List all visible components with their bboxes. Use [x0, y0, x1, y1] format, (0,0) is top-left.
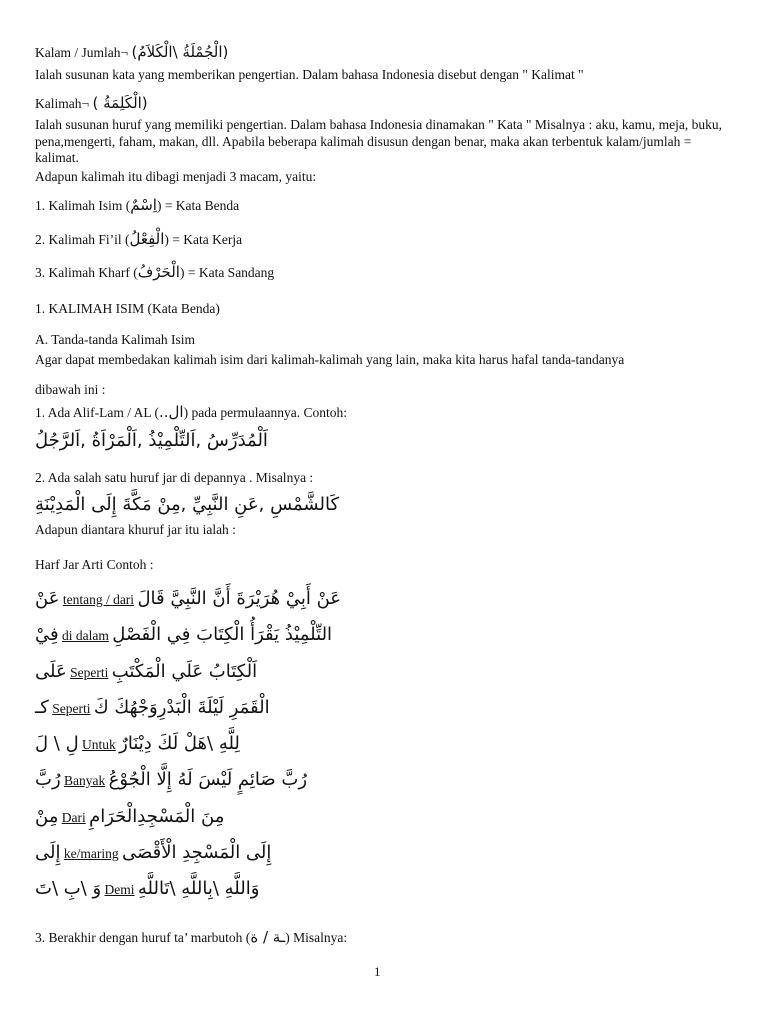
- jar-row: [35, 695, 270, 722]
- tanda-huruf-jar: 2. Ada salah satu huruf jar di depannya . Misalnya :: [35, 470, 314, 485]
- tanda-alif-lam-text: ) pada permulaannya. Contoh:: [183, 405, 348, 420]
- tanda-ta-marbutoh-text: ) Misalnya:: [285, 930, 348, 945]
- jar-row: [35, 659, 257, 686]
- tanda-ta-marbutoh: [35, 929, 347, 946]
- jar-arti: tentang / dari: [62, 592, 135, 607]
- jar-arti: di dalam: [61, 628, 109, 643]
- jar-row: [35, 876, 259, 903]
- jar-row: [35, 731, 240, 758]
- jar-huruf: إِلَى: [35, 842, 61, 863]
- jar-contoh: مِنَ الْمَسْجِدِالْحَرَامِ: [89, 806, 225, 827]
- jar-contoh: التِّلْمِيْذُ يَقْرَأُ الْكِتَابَ فِي الْفَصْلِ: [112, 624, 333, 645]
- kalimah-fiil-meaning: ) = Kata Kerja: [164, 232, 243, 247]
- tanda-intro: Agar dapat membedakan kalimah isim dari kalimah-kalimah yang lain, maka kita harus hafal tanda-tandanya: [35, 352, 625, 367]
- kalimah-label: Kalimah¬: [35, 96, 93, 111]
- jar-arti: Dari: [61, 810, 86, 825]
- jar-contoh: وَاللَّهِ \بِاللَّهِ \تَاللَّهِ: [137, 878, 260, 899]
- jar-list-intro: Adapun diantara khuruf jar itu ialah :: [35, 522, 236, 537]
- kalam-line: [35, 44, 228, 61]
- jar-contoh: إِلَى الْمَسْجِدِ الْأَقْصَى: [121, 842, 272, 863]
- example-alif-lam: اَلْمُدَرِّسُ ,اَلتِّلْمِيْذُ ,اَلْمَرْاَةُ ,اَلرَّجُلُ: [35, 430, 268, 451]
- kalimah-kharf-item: [35, 264, 274, 281]
- kalam-label: Kalam / Jumlah¬: [35, 45, 132, 60]
- jar-arti: ke/maring: [63, 846, 119, 861]
- kalimah-definition: Ialah susunan huruf yang memiliki pengertian. Dalam bahasa Indonesia dinamakan " Kata " Misalnya : aku, kamu, meja, buku, pena,mengerti, faham, makan, dll. Apabila beberapa kalimah disusun dengan benar, maka akan terbentuk kalam/jumlah = kalimat.: [35, 117, 722, 165]
- jar-row: [35, 804, 224, 831]
- jar-contoh: عَنْ أَبِيْ هُرَيْرَةَ أَنَّ النَّبِيَّ قَالَ: [137, 588, 342, 609]
- kalimah-division: Adapun kalimah itu dibagi menjadi 3 macam, yaitu:: [35, 169, 317, 184]
- jar-huruf: مِنْ: [35, 806, 59, 827]
- kalam-arabic: (الْجُمْلَةُ \الْكَلاَمُ): [131, 43, 229, 61]
- page-number: 1: [374, 964, 381, 979]
- tanda-intro-cont: dibawah ini :: [35, 382, 106, 397]
- jar-huruf: فِيْ: [35, 624, 59, 645]
- jar-arti: Seperti: [52, 701, 91, 716]
- jar-huruf: رُبَّ: [35, 769, 61, 790]
- tanda-alif-lam: [35, 404, 347, 421]
- jar-huruf: كـ: [35, 697, 49, 718]
- kalimah-kharf-arabic: الْحَرْفُ: [137, 263, 180, 281]
- jar-row: [35, 840, 271, 867]
- kalimah-isim-meaning: ) = Kata Benda: [156, 198, 240, 213]
- kalam-definition: Ialah susunan kata yang memberikan pengertian. Dalam bahasa Indonesia disebut dengan " Kalimat ": [35, 67, 584, 82]
- kalimah-kharf-label: 3. Kalimah Kharf (: [35, 265, 138, 280]
- tanda-ta-marbutoh-arabic: ـة / ة: [250, 928, 286, 946]
- tanda-alif-lam-arabic: ال..: [158, 403, 184, 421]
- kalimah-arabic: (الْكَلِمَةُ ): [92, 94, 148, 112]
- jar-contoh: لِلَّهِ \هَلْ لَكَ دِيْنَارٌ: [119, 733, 240, 754]
- kalimah-isim-item: [35, 197, 239, 214]
- tanda-ta-marbutoh-label: 3. Berakhir dengan huruf ta’ marbutoh (: [35, 930, 251, 945]
- tanda-alif-lam-label: 1. Ada Alif-Lam / AL (: [35, 405, 159, 420]
- jar-row: [35, 586, 341, 613]
- jar-huruf: عَلَى: [35, 661, 67, 682]
- jar-contoh: الْقَمَرِ لَيْلَةَ الْبَدْرِوَجْهُكَ كَ: [93, 697, 270, 718]
- jar-contoh: رُبَّ صَائِمٍ لَيْسَ لَهُ إِلَّا الْجُوْعُ: [108, 769, 308, 790]
- jar-arti: Banyak: [64, 773, 106, 788]
- jar-row: [35, 767, 307, 794]
- jar-table-header: Harf Jar Arti Contoh :: [35, 557, 154, 572]
- jar-arti: Untuk: [82, 737, 116, 752]
- jar-contoh: اَلْكِتَابُ عَلَي الْمَكْتَبِ: [111, 661, 258, 682]
- kalimah-isim-label: 1. Kalimah Isim (: [35, 198, 131, 213]
- kalimah-kharf-meaning: ) = Kata Sandang: [179, 265, 275, 280]
- kalimah-fiil-item: [35, 231, 242, 248]
- jar-huruf: وَ \بِ \تَ: [35, 878, 102, 899]
- kalimah-isim-arabic: اِسْمٌ: [130, 196, 157, 214]
- subheading-tanda: A. Tanda-tanda Kalimah Isim: [35, 332, 196, 347]
- section-heading-isim: 1. KALIMAH ISIM (Kata Benda): [35, 301, 220, 316]
- jar-huruf: لِ \ لَ: [35, 733, 79, 754]
- jar-arti: Demi: [104, 882, 135, 897]
- kalimah-fiil-arabic: الْفِعْلُ: [129, 230, 165, 248]
- jar-row: [35, 622, 332, 649]
- jar-huruf: عَنْ: [35, 588, 60, 609]
- jar-arti: Seperti: [70, 665, 109, 680]
- kalimah-line: [35, 95, 148, 112]
- example-huruf-jar: كَالشَّمْسِ ,عَنِ النَّبِيِّ ,مِنْ مَكَّةَ إِلَى الْمَدِيْنَةِ: [35, 494, 340, 515]
- kalimah-fiil-label: 2. Kalimah Fi’il (: [35, 232, 130, 247]
